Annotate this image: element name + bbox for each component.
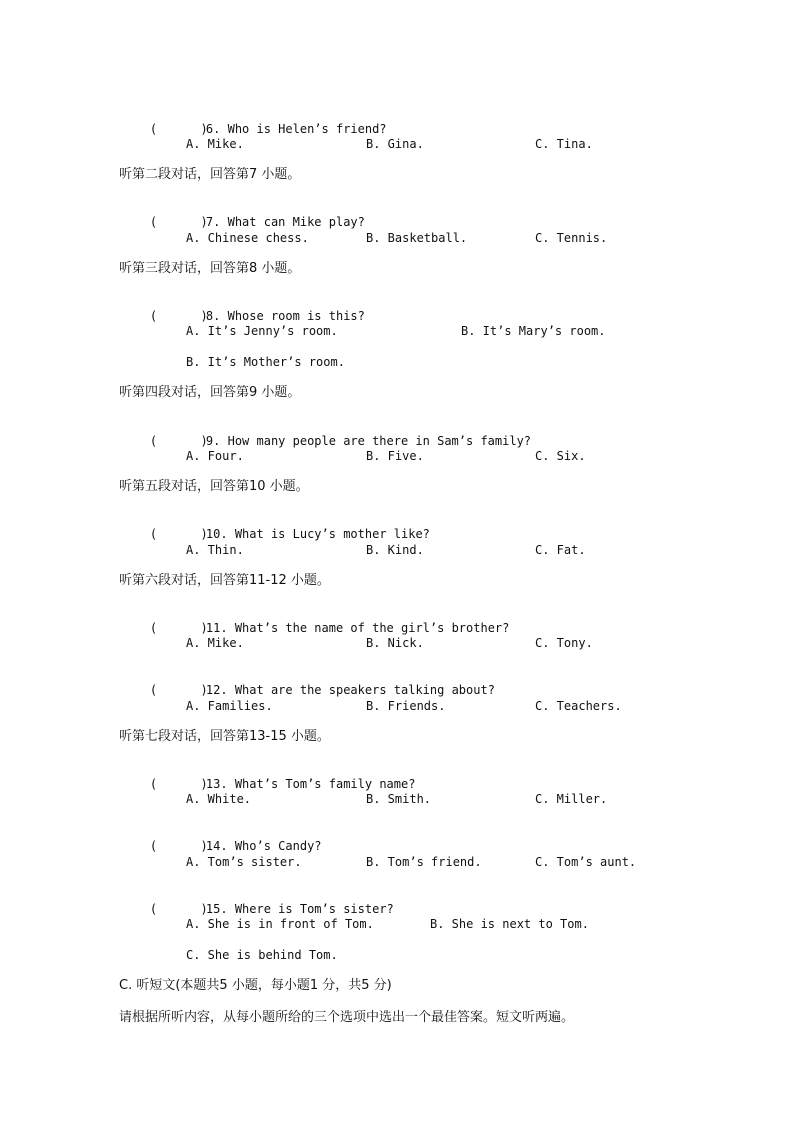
- option-9a: A. Four.: [186, 449, 244, 463]
- answer-blank: ( ): [149, 777, 208, 791]
- option-14a: A. Tom’s sister.: [186, 855, 302, 869]
- answer-blank: ( ): [149, 527, 208, 541]
- question-text: Where is Tom’s sister?: [234, 902, 394, 916]
- option-11c: C. Tony.: [535, 636, 593, 650]
- option-7a: A. Chinese chess.: [186, 231, 309, 245]
- option-15a: A. She is in front of Tom.: [186, 917, 374, 931]
- question-9: [121, 417, 531, 465]
- option-13b: B. Smith.: [366, 792, 432, 806]
- question-number: 12.: [205, 683, 228, 697]
- option-11a: A. Mike.: [186, 636, 244, 650]
- question-6: [121, 105, 387, 153]
- option-8b: B. It’s Mary’s room.: [461, 324, 606, 338]
- section-heading-7: 听第七段对话，回答第13-15 小题。: [119, 729, 330, 744]
- question-number: 9.: [205, 434, 221, 448]
- question-number: 7.: [205, 215, 221, 229]
- question-number: 14.: [205, 839, 228, 853]
- answer-blank: ( ): [149, 122, 208, 136]
- option-14c: C. Tom’s aunt.: [535, 855, 637, 869]
- section-heading-2: 听第二段对话，回答第7 小题。: [119, 167, 301, 182]
- option-11b: B. Nick.: [366, 636, 424, 650]
- option-13a: A. White.: [186, 792, 252, 806]
- option-10b: B. Kind.: [366, 543, 424, 557]
- section-heading-3: 听第三段对话，回答第8 小题。: [119, 261, 301, 276]
- part-c-instruction: 请根据所听内容，从每小题所给的三个选项中选出一个最佳答案。短文听两遍。: [119, 1010, 575, 1025]
- option-15c: C. She is behind Tom.: [186, 948, 338, 962]
- question-number: 10.: [205, 527, 228, 541]
- section-heading-5: 听第五段对话，回答第10 小题。: [119, 479, 309, 494]
- question-text: What can Mike play?: [227, 215, 365, 229]
- question-text: How many people are there in Sam’s family?: [227, 434, 532, 448]
- option-8a: A. It’s Jenny’s room.: [186, 324, 338, 338]
- question-text: Whose room is this?: [227, 309, 365, 323]
- question-number: 13.: [205, 777, 228, 791]
- option-6c: C. Tina.: [535, 137, 593, 151]
- part-c-heading: C. 听短文(本题共5 小题，每小题1 分，共5 分): [119, 978, 392, 993]
- question-number: 15.: [205, 902, 228, 916]
- question-text: What is Lucy’s mother like?: [234, 527, 430, 541]
- option-6a: A. Mike.: [186, 137, 244, 151]
- question-11: [121, 604, 509, 652]
- question-text: What’s Tom’s family name?: [234, 777, 416, 791]
- section-heading-4: 听第四段对话，回答第9 小题。: [119, 385, 301, 400]
- option-9c: C. Six.: [535, 449, 586, 463]
- section-heading-6: 听第六段对话，回答第11-12 小题。: [119, 573, 330, 588]
- option-10c: C. Fat.: [535, 543, 586, 557]
- option-12a: A. Families.: [186, 699, 273, 713]
- option-14b: B. Tom’s friend.: [366, 855, 482, 869]
- option-6b: B. Gina.: [366, 137, 424, 151]
- question-number: 8.: [205, 309, 221, 323]
- option-10a: A. Thin.: [186, 543, 244, 557]
- question-text: What are the speakers talking about?: [234, 683, 495, 697]
- option-13c: C. Miller.: [535, 792, 608, 806]
- option-7b: B. Basketball.: [366, 231, 468, 245]
- question-text: Who is Helen’s friend?: [227, 122, 387, 136]
- question-text: What’s the name of the girl’s brother?: [234, 621, 510, 635]
- option-7c: C. Tennis.: [535, 231, 608, 245]
- answer-blank: ( ): [149, 683, 208, 697]
- question-text: Who’s Candy?: [234, 839, 322, 853]
- answer-blank: ( ): [149, 902, 208, 916]
- answer-blank: ( ): [149, 309, 208, 323]
- answer-blank: ( ): [149, 434, 208, 448]
- question-number: 11.: [205, 621, 228, 635]
- option-15b: B. She is next to Tom.: [430, 917, 589, 931]
- question-number: 6.: [205, 122, 221, 136]
- answer-blank: ( ): [149, 215, 208, 229]
- option-12c: C. Teachers.: [535, 699, 622, 713]
- option-12b: B. Friends.: [366, 699, 446, 713]
- answer-blank: ( ): [149, 621, 208, 635]
- answer-blank: ( ): [149, 839, 208, 853]
- option-8c: B. It’s Mother’s room.: [186, 355, 345, 369]
- option-9b: B. Five.: [366, 449, 424, 463]
